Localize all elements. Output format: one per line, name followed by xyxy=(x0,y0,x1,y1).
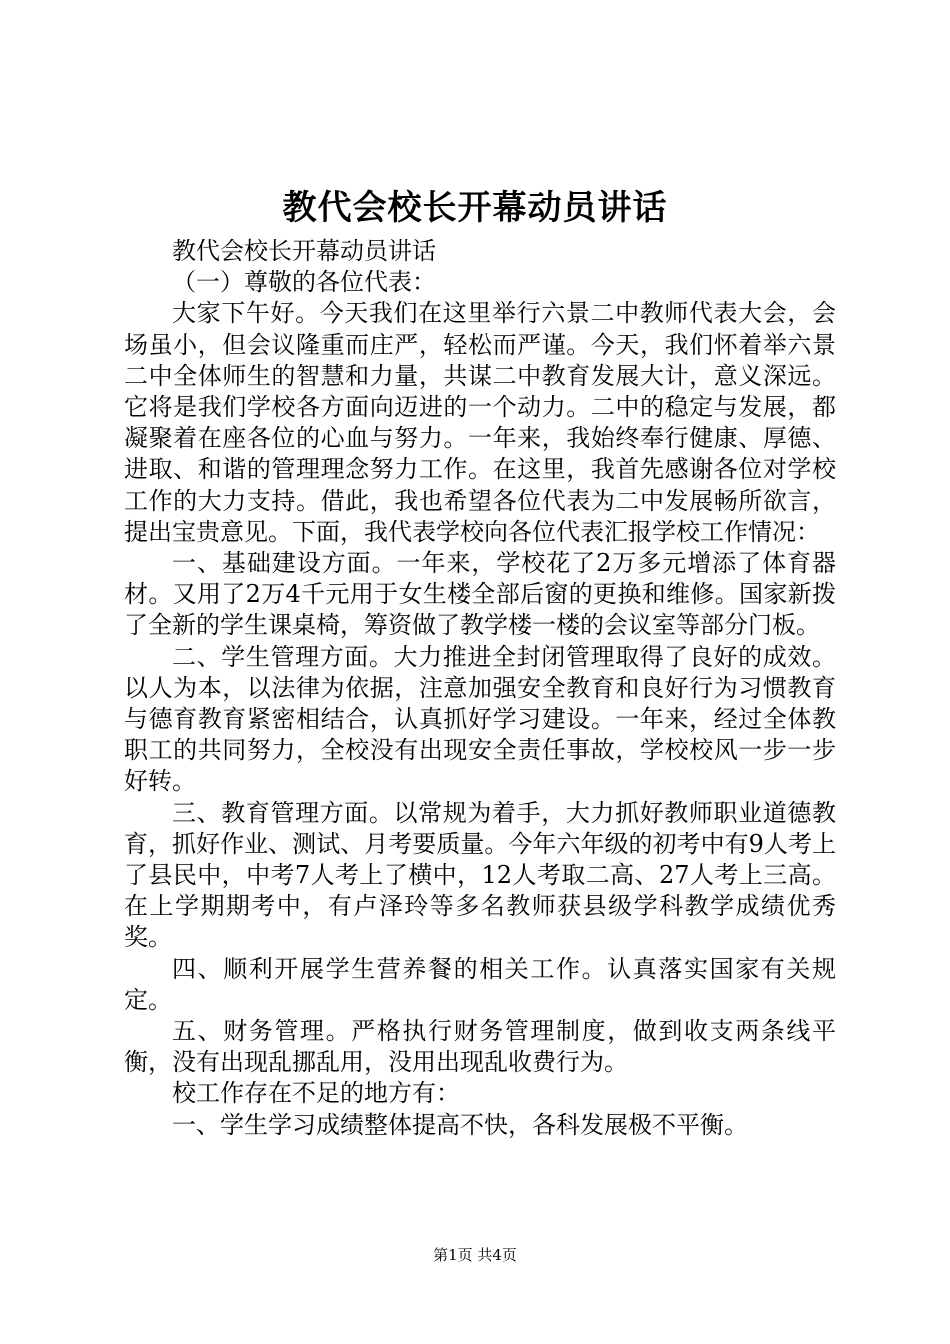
document-body xyxy=(124,236,836,1141)
paragraph-salutation: （一）尊敬的各位代表： xyxy=(172,268,436,297)
document-title: 教代会校长开幕动员讲话 xyxy=(282,188,668,228)
paragraph-finance: 五、财务管理。严格执行财务管理制度，做到收支两条线平衡，没有出现乱挪乱用，没用出现乱收费行为。 xyxy=(124,1017,836,1077)
paragraph-education-management: 三、教育管理方面。以常规为着手，大力抓好教师职业道德教育，抓好作业、测试、月考要质量。今年六年级的初考中有9人考上了县民中，中考7人考上了横中，12人考取二高、27人考上三高。在上学期期考中，有卢泽玲等多名教师获县级学科教学成绩优秀奖。 xyxy=(124,798,836,952)
paragraph-shortcomings-heading: 校工作存在不足的地方有： xyxy=(172,1079,460,1108)
paragraph-student-management: 二、学生管理方面。大力推进全封闭管理取得了良好的成效。以人为本，以法律为依据，注意加强安全教育和良好行为习惯教育与德育教育紧密相结合，认真抓好学习建设。一年来，经过全体教职工的共同努力，全校没有出现安全责任事故，学校校风一步一步好转。 xyxy=(124,642,836,796)
paragraph-shortcoming-1: 一、学生学习成绩整体提高不快，各科发展极不平衡。 xyxy=(172,1110,748,1139)
paragraph-subtitle: 教代会校长开幕动员讲话 xyxy=(172,237,436,265)
page-number-footer: 第1页 共4页 xyxy=(433,1246,517,1264)
paragraph-opening: 大家下午好。今天我们在这里举行六景二中教师代表大会，会场虽小，但会议隆重而庄严，轻松而严谨。今天，我们怀着举六景二中全体师生的智慧和力量，共谋二中教育发展大计，意义深远。它将是我们学校各方面向迈进的一个动力。二中的稳定与发展，都凝聚着在座各位的心血与努力。一年来，我始终奉行健康、厚德、进取、和谐的管理理念努力工作。在这里，我首先感谢各位对学校工作的大力支持。借此，我也希望各位代表为二中发展畅所欲言，提出宝贵意见。下面，我代表学校向各位代表汇报学校工作情况： xyxy=(124,299,836,546)
paragraph-nutrition-meals: 四、顺利开展学生营养餐的相关工作。认真落实国家有关规定。 xyxy=(124,954,836,1014)
paragraph-infrastructure: 一、基础建设方面。一年来，学校花了2万多元增添了体育器材。又用了2万4千元用于女生楼全部后窗的更换和维修。国家新拨了全新的学生课桌椅，筹资做了教学楼一楼的会议室等部分门板。 xyxy=(124,549,836,640)
